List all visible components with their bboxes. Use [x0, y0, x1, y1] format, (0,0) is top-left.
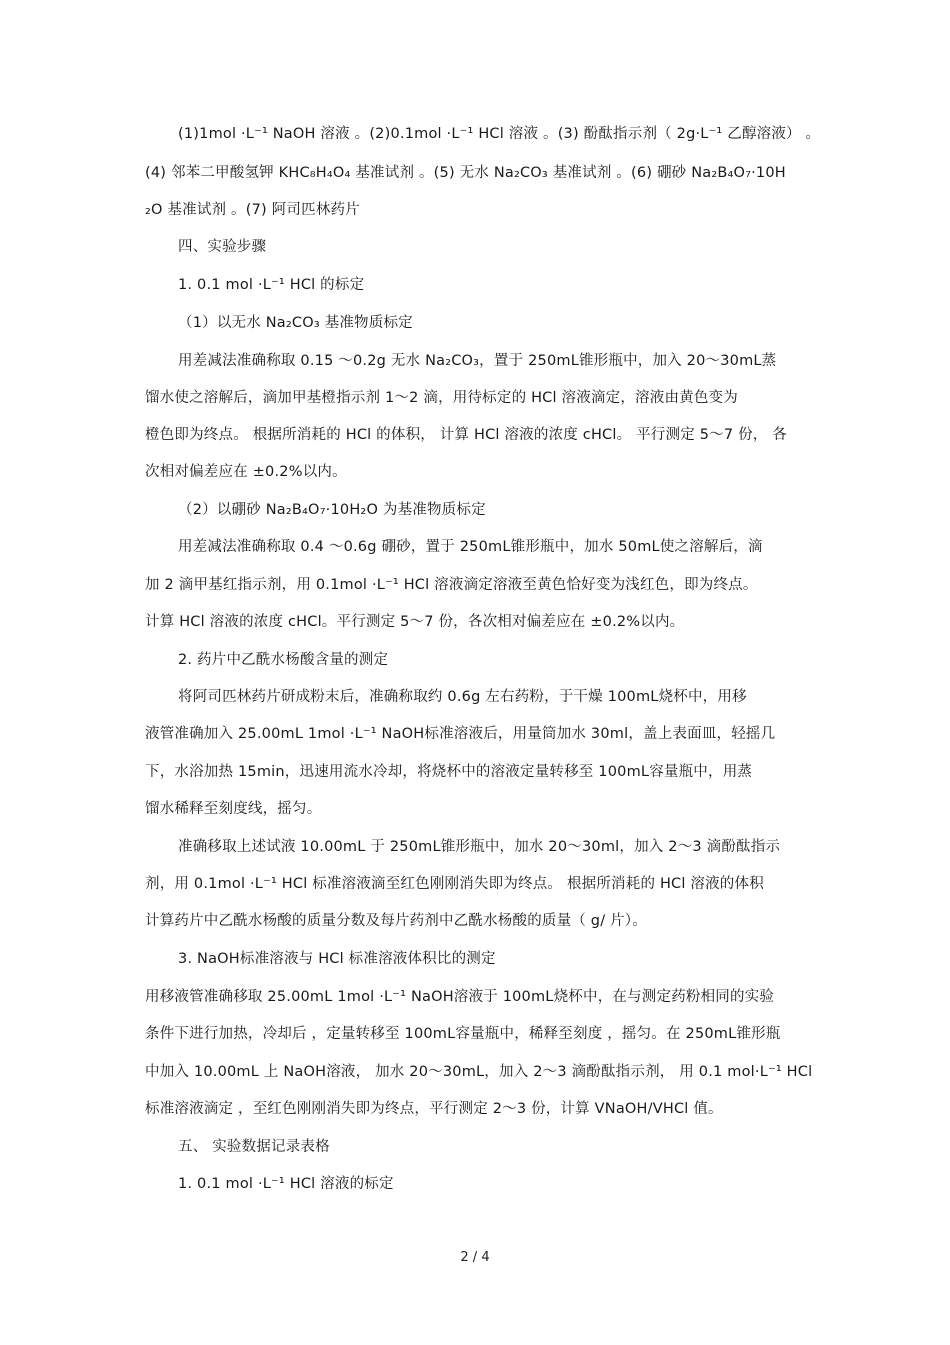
subsection-heading: 1. 0.1 mol ·L⁻¹ HCl 的标定 [178, 277, 365, 293]
text-line: 液管准确加入 25.00mL 1mol ·L⁻¹ NaOH标准溶液后，用量筒加水 30ml，盖上表面皿，轻摇几 [145, 726, 776, 742]
text-line: 计算 HCl 溶液的浓度 cHCl。平行测定 5～7 份，各次相对偏差应在 ±0.2%以内。 [145, 614, 685, 630]
section-heading: 四、实验步骤 [178, 239, 267, 255]
text-line: 橙色即为终点。 根据所消耗的 HCl 的体积， 计算 HCl 溶液的浓度 cHCl。 平行测定 5～7 份， 各 [145, 427, 787, 443]
subsection-heading: （1）以无水 Na₂CO₃ 基准物质标定 [178, 315, 413, 331]
subsection-heading: （2）以硼砂 Na₂B₄O₇·10H₂O 为基准物质标定 [178, 502, 486, 518]
text-line: 剂，用 0.1mol ·L⁻¹ HCl 标准溶液滴至红色刚刚消失即为终点。 根据所消耗的 HCl 溶液的体积 [145, 876, 764, 892]
text-line: 下，水浴加热 15min，迅速用流水冷却，将烧杯中的溶液定量转移至 100mL容量瓶中，用蒸 [145, 764, 753, 780]
text-line: ₂O 基准试剂 。(7) 阿司匹林药片 [145, 202, 360, 218]
subsection-heading: 1. 0.1 mol ·L⁻¹ HCl 溶液的标定 [178, 1176, 394, 1192]
text-line: 用移液管准确移取 25.00mL 1mol ·L⁻¹ NaOH溶液于 100mL烧杯中，在与测定药粉相同的实验 [145, 989, 775, 1005]
text-line: 中加入 10.00mL 上 NaOH溶液， 加水 20～30mL，加入 2～3 滴酚酞指示剂， 用 0.1 mol·L⁻¹ HCl [145, 1064, 813, 1080]
text-line: 加 2 滴甲基红指示剂，用 0.1mol ·L⁻¹ HCl 溶液滴定溶液至黄色恰好变为浅红色，即为终点。 [145, 577, 758, 593]
text-line: 准确移取上述试液 10.00mL 于 250mL锥形瓶中，加水 20～30ml，加入 2～3 滴酚酞指示 [178, 839, 781, 855]
text-line: 条件下进行加热，冷却后 ，定量转移至 100mL容量瓶中，稀释至刻度 ，摇匀。在 250mL锥形瓶 [145, 1026, 781, 1042]
text-line: 次相对偏差应在 ±0.2%以内。 [145, 464, 347, 480]
text-line: 馏水稀释至刻度线，摇匀。 [145, 801, 322, 817]
subsection-heading: 3. NaOH标准溶液与 HCl 标准溶液体积比的测定 [178, 951, 496, 967]
text-line: 用差减法准确称取 0.4 ～0.6g 硼砂，置于 250mL锥形瓶中，加水 50mL使之溶解后，滴 [178, 539, 763, 555]
text-line: (1)1mol ·L⁻¹ NaOH 溶液 。(2)0.1mol ·L⁻¹ HCl 溶液 。(3) 酚酞指示剂（ 2g·L⁻¹ 乙醇溶液） 。 [178, 126, 821, 142]
text-line: 标准溶液滴定 ，至红色刚刚消失即为终点，平行测定 2～3 份，计算 VNaOH/VHCl 值。 [145, 1101, 723, 1117]
section-heading: 五、 实验数据记录表格 [178, 1139, 330, 1155]
text-line: 将阿司匹林药片研成粉末后，准确称取约 0.6g 左右药粉，于干燥 100mL烧杯中，用移 [178, 689, 747, 705]
text-line: 计算药片中乙酰水杨酸的质量分数及每片药剂中乙酰水杨酸的质量（ g/ 片）。 [145, 913, 647, 929]
text-line: 馏水使之溶解后，滴加甲基橙指示剂 1～2 滴，用待标定的 HCl 溶液滴定，溶液由黄色变为 [145, 390, 738, 406]
text-line: 用差减法准确称取 0.15 ～0.2g 无水 Na₂CO₃，置于 250mL锥形瓶中，加入 20～30mL蒸 [178, 353, 777, 369]
text-line: (4) 邻苯二甲酸氢钾 KHC₈H₄O₄ 基准试剂 。(5) 无水 Na₂CO₃ 基准试剂 。(6) 硼砂 Na₂B₄O₇·10H [145, 165, 786, 181]
subsection-heading: 2. 药片中乙酰水杨酸含量的测定 [178, 652, 389, 668]
page-number: 2 / 4 [460, 1250, 490, 1265]
